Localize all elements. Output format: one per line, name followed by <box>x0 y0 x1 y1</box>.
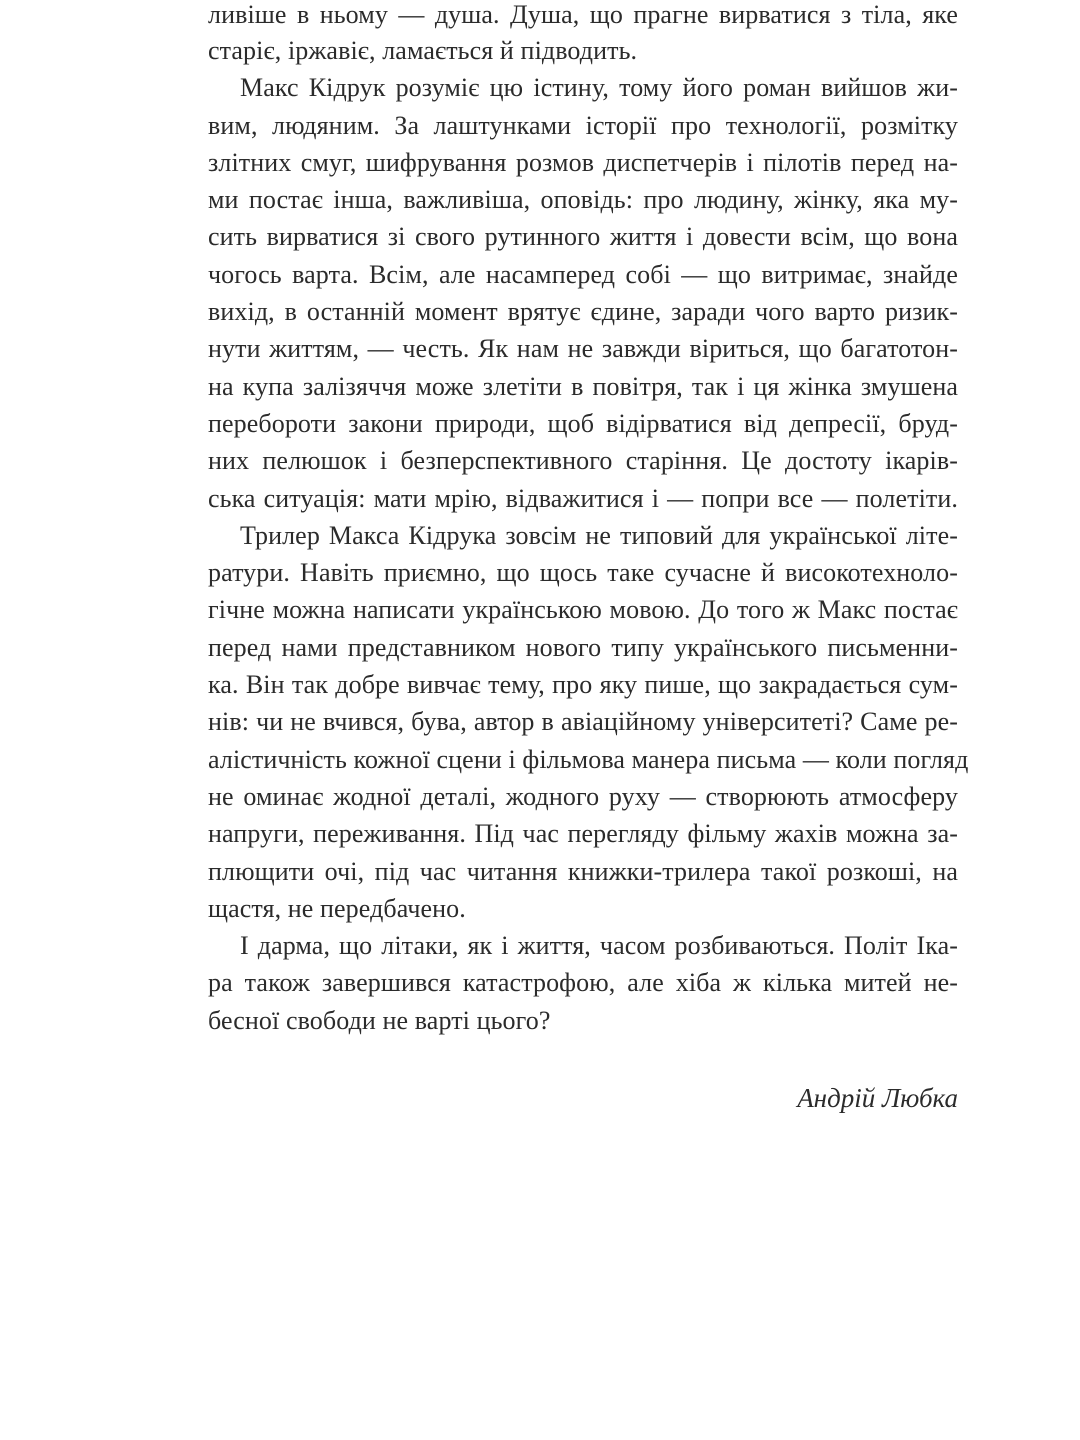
paragraph <box>208 517 969 927</box>
text-line: ратури. Навіть приємно, що щось таке сучасне й високотехноло- <box>208 558 958 588</box>
text-line: ливіше в ньому — душа. Душа, що прагне вирватися з тіла, яке <box>208 0 958 29</box>
body-text <box>208 0 969 1039</box>
text-line: бесної свободи не варті цього? <box>208 1005 551 1035</box>
text-line: на купа залізяччя може злетіти в повітря, так і ця жінка змушена <box>208 371 958 401</box>
paragraph <box>208 927 958 1039</box>
text-line: ра також завершився катастрофою, але хіба ж кілька митей не- <box>208 968 958 998</box>
text-line: ка. Він так добре вивчає тему, про яку пише, що закрадається сум- <box>208 670 958 700</box>
text-line: напруги, переживання. Під час перегляду фільму жахів можна за- <box>208 819 958 849</box>
text-line: плющити очі, під час читання книжки-трилера такої розкоші, на <box>208 856 958 886</box>
text-line: І дарма, що літаки, як і життя, часом розбиваються. Політ Іка- <box>240 931 958 961</box>
text-line: перебороти закони природи, щоб відірватися від депресії, бруд- <box>208 408 958 438</box>
text-line: не оминає жодної деталі, жодного руху — створюють атмосферу <box>208 781 958 811</box>
text-line: старіє, іржавіє, ламається й підводить. <box>208 36 638 65</box>
text-line: щастя, не передбачено. <box>208 893 466 923</box>
text-line: сить вирватися зі свого рутинного життя і довести всім, що вона <box>208 222 958 252</box>
paragraph <box>208 69 958 517</box>
text-line: злітних смуг, шифрування розмов диспетчерів і пілотів перед на- <box>208 147 958 177</box>
text-line: вим, людяним. За лаштунками історії про технології, розмітку <box>208 110 958 140</box>
text-line: Трилер Макса Кідрука зовсім не типовий для української літе- <box>240 520 958 550</box>
text-line: вихід, в останній момент врятує єдине, заради чого варто ризик- <box>208 297 958 327</box>
text-line: нути життям, — честь. Як нам не завжди віриться, що багатотон- <box>208 334 958 364</box>
text-line: гічне можна написати українською мовою. До того ж Макс постає <box>208 595 958 625</box>
text-line: перед нами представником нового типу українського письменни- <box>208 632 958 662</box>
paragraph <box>208 0 958 69</box>
text-line: Макс Кідрук розуміє цю істину, тому його роман вийшов жи- <box>240 73 958 103</box>
text-line: нів: чи не вчився, бува, автор в авіаційному університеті? Саме ре- <box>208 707 958 737</box>
text-line: ми постає інша, важливіша, оповідь: про людину, жінку, яка му- <box>208 185 958 215</box>
text-line: алістичність кожної сцени і фільмова манера письма — коли погляд <box>208 744 969 774</box>
text-line: них пелюшок і безперспективного старіння. Це достоту ікарів- <box>208 446 958 476</box>
author-signature: Андрій Любка <box>797 1083 958 1113</box>
text-line: ська ситуація: мати мрію, відважитися і — попри все — полетіти. <box>208 483 958 513</box>
text-line: чогось варта. Всім, але насамперед собі — що витримає, знайде <box>208 259 958 289</box>
